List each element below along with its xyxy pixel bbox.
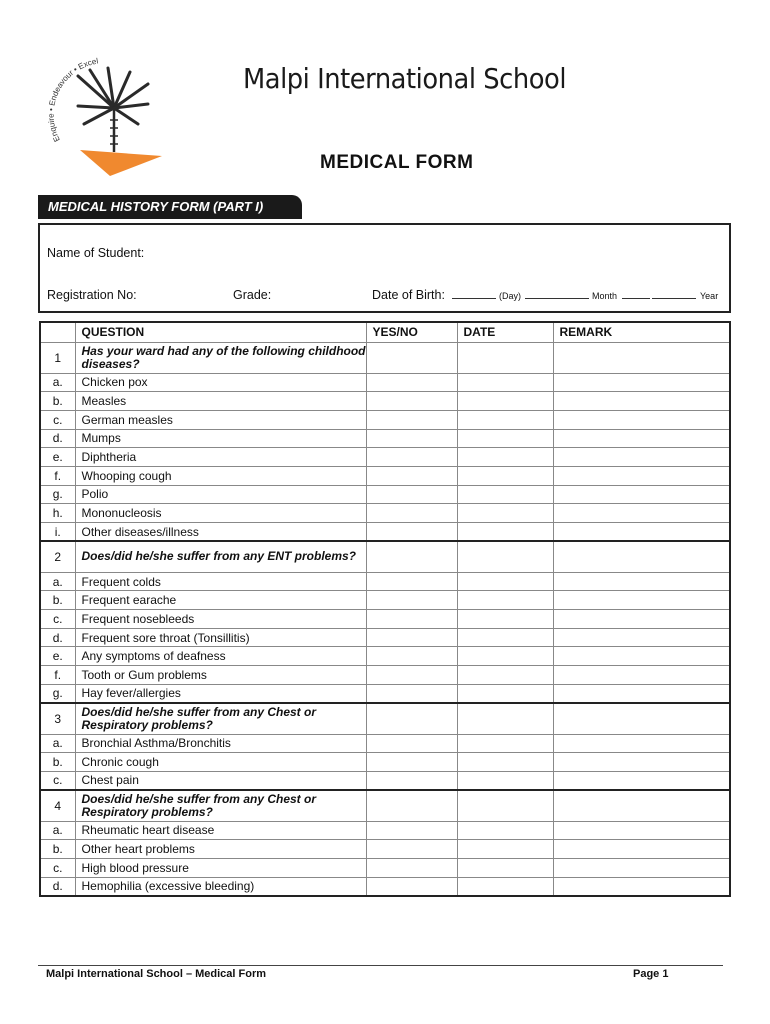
dob-label: Date of Birth: [372, 288, 445, 302]
yes-no-cell[interactable] [366, 572, 457, 591]
table-header-row [40, 322, 730, 342]
remark-cell[interactable] [553, 840, 730, 859]
table-row [40, 877, 730, 896]
date-cell[interactable] [457, 790, 553, 821]
table-row [40, 572, 730, 591]
registration-label: Registration No: [47, 288, 137, 302]
yes-no-cell[interactable] [366, 410, 457, 429]
date-cell[interactable] [457, 429, 553, 448]
date-cell[interactable] [457, 821, 553, 840]
table-row [40, 610, 730, 629]
yes-no-cell[interactable] [366, 485, 457, 504]
item-text: Frequent earache [75, 591, 366, 610]
date-cell[interactable] [457, 342, 553, 373]
item-text: Bronchial Asthma/Bronchitis [75, 734, 366, 753]
item-text: Other diseases/illness [75, 523, 366, 542]
question-cell [75, 790, 366, 821]
date-cell[interactable] [457, 771, 553, 790]
question-section-row [40, 541, 730, 572]
medical-history-table [39, 321, 731, 897]
yes-no-cell[interactable] [366, 591, 457, 610]
table-row [40, 410, 730, 429]
table-row [40, 429, 730, 448]
item-text: Mononucleosis [75, 504, 366, 523]
item-text: Rheumatic heart disease [75, 821, 366, 840]
item-letter: h. [40, 504, 75, 523]
item-letter: d. [40, 628, 75, 647]
header-number-cell [40, 322, 75, 342]
yes-no-cell[interactable] [366, 666, 457, 685]
question-text: Has your ward had any of the following childhood diseases? [81, 343, 366, 371]
date-cell[interactable] [457, 504, 553, 523]
date-cell[interactable] [457, 373, 553, 392]
remark-cell[interactable] [553, 610, 730, 629]
table-row [40, 373, 730, 392]
remark-cell[interactable] [553, 684, 730, 703]
remark-cell[interactable] [553, 448, 730, 467]
question-section-row [40, 703, 730, 734]
table-row [40, 523, 730, 542]
item-text: Diphtheria [75, 448, 366, 467]
date-cell[interactable] [457, 466, 553, 485]
item-text: Any symptoms of deafness [75, 647, 366, 666]
yes-no-cell[interactable] [366, 771, 457, 790]
table-row [40, 734, 730, 753]
yes-no-cell[interactable] [366, 753, 457, 772]
remark-cell[interactable] [553, 703, 730, 734]
yes-no-cell[interactable] [366, 373, 457, 392]
date-cell[interactable] [457, 734, 553, 753]
dob-year-line[interactable] [652, 298, 696, 299]
header-yes-no: YES/NO [366, 322, 457, 342]
item-letter: a. [40, 373, 75, 392]
header-question: QUESTION [75, 322, 366, 342]
yes-no-cell[interactable] [366, 342, 457, 373]
date-cell[interactable] [457, 858, 553, 877]
item-text: German measles [75, 410, 366, 429]
remark-cell[interactable] [553, 429, 730, 448]
remark-cell[interactable] [553, 342, 730, 373]
item-letter: a. [40, 734, 75, 753]
item-text: Hemophilia (excessive bleeding) [75, 877, 366, 896]
date-cell[interactable] [457, 448, 553, 467]
table-row [40, 647, 730, 666]
item-letter: e. [40, 448, 75, 467]
item-letter: c. [40, 771, 75, 790]
question-text: Does/did he/she suffer from any Chest or Respiratory problems? [81, 791, 316, 819]
header-date: DATE [457, 322, 553, 342]
item-text: Other heart problems [75, 840, 366, 859]
yes-no-cell[interactable] [366, 523, 457, 542]
yes-no-cell[interactable] [366, 610, 457, 629]
item-text: Mumps [75, 429, 366, 448]
date-cell[interactable] [457, 610, 553, 629]
table-row [40, 840, 730, 859]
date-cell[interactable] [457, 647, 553, 666]
remark-cell[interactable] [553, 572, 730, 591]
item-text: Tooth or Gum problems [75, 666, 366, 685]
yes-no-cell[interactable] [366, 466, 457, 485]
yes-no-cell[interactable] [366, 429, 457, 448]
school-logo [38, 48, 170, 180]
item-letter: b. [40, 753, 75, 772]
table-row [40, 666, 730, 685]
remark-cell[interactable] [553, 523, 730, 542]
item-text: Chest pain [75, 771, 366, 790]
item-letter: i. [40, 523, 75, 542]
yes-no-cell[interactable] [366, 858, 457, 877]
item-text: Frequent colds [75, 572, 366, 591]
item-letter: d. [40, 877, 75, 896]
yes-no-cell[interactable] [366, 840, 457, 859]
form-title: MEDICAL FORM [320, 152, 474, 173]
name-of-student-label: Name of Student: [47, 246, 145, 260]
item-text: Frequent sore throat (Tonsillitis) [75, 628, 366, 647]
remark-cell[interactable] [553, 628, 730, 647]
remark-cell[interactable] [553, 504, 730, 523]
date-cell[interactable] [457, 666, 553, 685]
item-text: Whooping cough [75, 466, 366, 485]
remark-cell[interactable] [553, 821, 730, 840]
question-number: 1 [40, 342, 75, 373]
remark-cell[interactable] [553, 485, 730, 504]
dob-day-line[interactable] [452, 298, 496, 299]
item-letter: g. [40, 485, 75, 504]
date-cell[interactable] [457, 684, 553, 703]
dob-month-line[interactable] [525, 298, 589, 299]
item-text: Hay fever/allergies [75, 684, 366, 703]
remark-cell[interactable] [553, 410, 730, 429]
question-text: Does/did he/she suffer from any ENT problems? [81, 549, 356, 564]
yes-no-cell[interactable] [366, 628, 457, 647]
item-letter: f. [40, 666, 75, 685]
item-letter: a. [40, 572, 75, 591]
logo-motto: Enquire • Endeavour • Excel [46, 56, 99, 144]
yes-no-cell[interactable] [366, 821, 457, 840]
footer-title: Malpi International School – Medical Form [46, 968, 267, 980]
remark-cell[interactable] [553, 790, 730, 821]
date-cell[interactable] [457, 591, 553, 610]
date-cell[interactable] [457, 485, 553, 504]
table-row [40, 591, 730, 610]
dob-year-hint: Year [700, 291, 719, 301]
item-text: Chronic cough [75, 753, 366, 772]
footer-divider [38, 965, 723, 966]
item-text: Chicken pox [75, 373, 366, 392]
item-letter: c. [40, 610, 75, 629]
table-row [40, 504, 730, 523]
remark-cell[interactable] [553, 734, 730, 753]
remark-cell[interactable] [553, 771, 730, 790]
question-number: 2 [40, 541, 75, 572]
question-section-row [40, 790, 730, 821]
item-letter: b. [40, 840, 75, 859]
dob-month-hint: Month [592, 291, 618, 301]
remark-cell[interactable] [553, 647, 730, 666]
question-cell [75, 703, 366, 734]
date-cell[interactable] [457, 392, 553, 411]
remark-cell[interactable] [553, 392, 730, 411]
remark-cell[interactable] [553, 466, 730, 485]
item-letter: f. [40, 466, 75, 485]
item-text: Measles [75, 392, 366, 411]
question-cell [75, 342, 366, 373]
item-letter: c. [40, 858, 75, 877]
remark-cell[interactable] [553, 753, 730, 772]
date-cell[interactable] [457, 703, 553, 734]
item-letter: b. [40, 591, 75, 610]
yes-no-cell[interactable] [366, 790, 457, 821]
question-section-row [40, 342, 730, 373]
item-letter: d. [40, 429, 75, 448]
table-row [40, 858, 730, 877]
date-cell[interactable] [457, 541, 553, 572]
item-letter: b. [40, 392, 75, 411]
question-number: 3 [40, 703, 75, 734]
section-label: MEDICAL HISTORY FORM (PART I) [38, 195, 302, 219]
date-cell[interactable] [457, 753, 553, 772]
date-cell[interactable] [457, 572, 553, 591]
table-row [40, 392, 730, 411]
item-letter: e. [40, 647, 75, 666]
question-cell [75, 541, 366, 572]
item-letter: c. [40, 410, 75, 429]
date-cell[interactable] [457, 628, 553, 647]
remark-cell[interactable] [553, 858, 730, 877]
yes-no-cell[interactable] [366, 703, 457, 734]
yes-no-cell[interactable] [366, 504, 457, 523]
question-text: Does/did he/she suffer from any Chest or Respiratory problems? [81, 704, 316, 732]
table-row [40, 753, 730, 772]
table-row [40, 628, 730, 647]
date-cell[interactable] [457, 877, 553, 896]
remark-cell[interactable] [553, 666, 730, 685]
yes-no-cell[interactable] [366, 877, 457, 896]
table-row [40, 684, 730, 703]
yes-no-cell[interactable] [366, 392, 457, 411]
item-text: High blood pressure [75, 858, 366, 877]
item-letter: g. [40, 684, 75, 703]
table-row [40, 821, 730, 840]
yes-no-cell[interactable] [366, 684, 457, 703]
header-remark: REMARK [553, 322, 730, 342]
yes-no-cell[interactable] [366, 448, 457, 467]
date-cell[interactable] [457, 523, 553, 542]
remark-cell[interactable] [553, 591, 730, 610]
date-cell[interactable] [457, 840, 553, 859]
dob-day-hint: (Day) [499, 291, 521, 301]
remark-cell[interactable] [553, 541, 730, 572]
remark-cell[interactable] [553, 373, 730, 392]
table-row [40, 771, 730, 790]
item-letter: a. [40, 821, 75, 840]
school-name: Malpi International School [243, 62, 567, 95]
yes-no-cell[interactable] [366, 541, 457, 572]
yes-no-cell[interactable] [366, 734, 457, 753]
table-row [40, 466, 730, 485]
dob-extra-line[interactable] [622, 298, 650, 299]
footer-page-number: Page 1 [633, 968, 669, 980]
table-row [40, 448, 730, 467]
question-number: 4 [40, 790, 75, 821]
table-row [40, 485, 730, 504]
item-text: Frequent nosebleeds [75, 610, 366, 629]
remark-cell[interactable] [553, 877, 730, 896]
grade-label: Grade: [233, 288, 272, 302]
date-cell[interactable] [457, 410, 553, 429]
item-text: Polio [75, 485, 366, 504]
yes-no-cell[interactable] [366, 647, 457, 666]
